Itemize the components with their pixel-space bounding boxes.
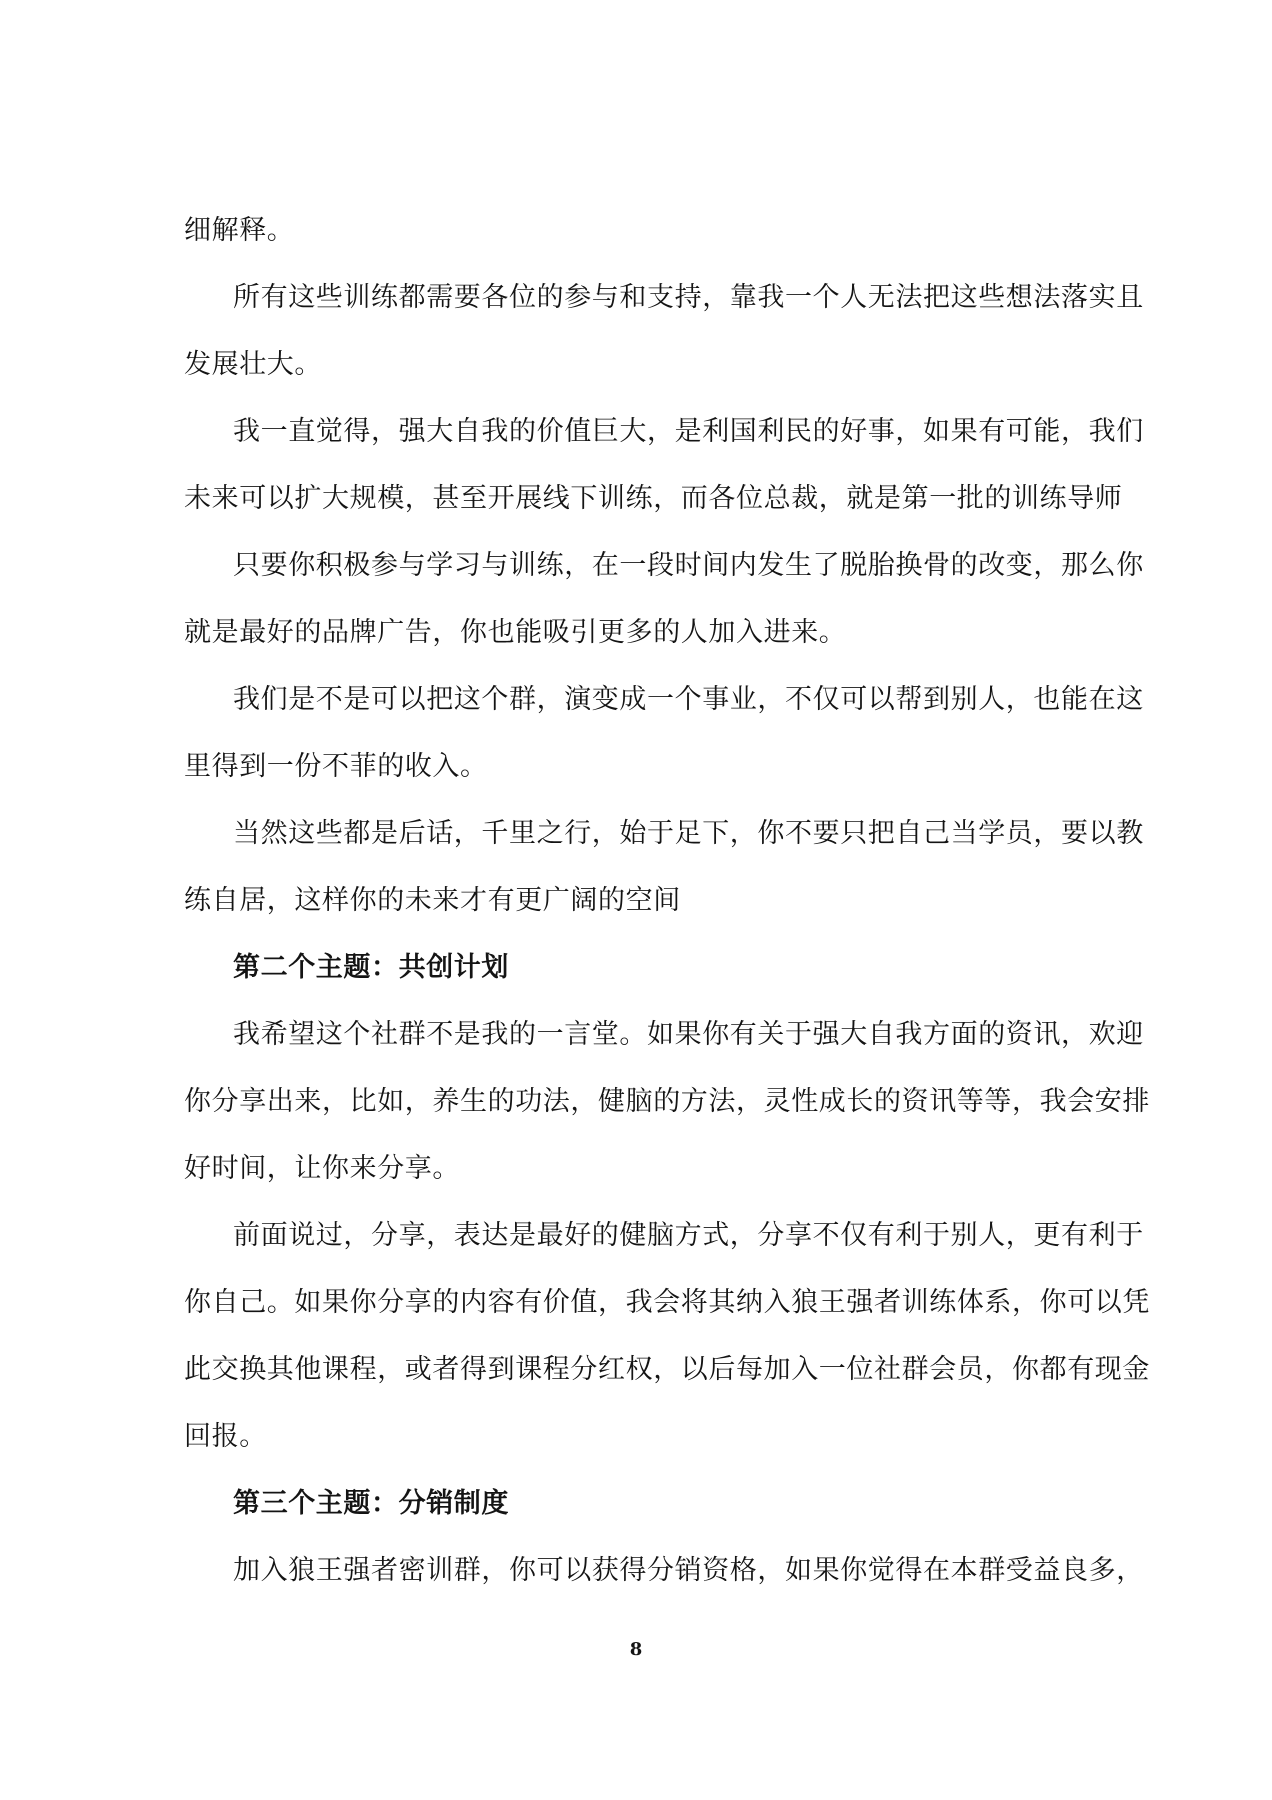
text-line: 我希望这个社群不是我的一言堂。如果你有关于强大自我方面的资讯，欢迎 xyxy=(233,1019,1144,1050)
text-line: 只要你积极参与学习与训练，在一段时间内发生了脱胎换骨的改变，那么你 xyxy=(233,550,1144,581)
page-number: 8 xyxy=(629,1639,643,1660)
text-line: 发展壮大。 xyxy=(184,349,322,380)
text-line: 前面说过，分享，表达是最好的健脑方式，分享不仅有利于别人，更有利于 xyxy=(233,1220,1144,1251)
text-line: 好时间，让你来分享。 xyxy=(184,1153,460,1184)
text-line: 我一直觉得，强大自我的价值巨大，是利国利民的好事，如果有可能，我们 xyxy=(233,416,1144,447)
text-line: 练自居，这样你的未来才有更广阔的空间 xyxy=(184,885,681,916)
text-line: 回报。 xyxy=(184,1421,267,1452)
text-line: 所有这些训练都需要各位的参与和支持，靠我一个人无法把这些想法落实且 xyxy=(233,282,1144,313)
section-heading: 第三个主题：分销制度 xyxy=(233,1488,509,1519)
text-line: 未来可以扩大规模，甚至开展线下训练，而各位总裁，就是第一批的训练导师 xyxy=(184,483,1123,514)
section-heading: 第二个主题：共创计划 xyxy=(233,952,509,983)
text-line: 你自己。如果你分享的内容有价值，我会将其纳入狼王强者训练体系，你可以凭 xyxy=(184,1287,1150,1318)
text-line: 细解释。 xyxy=(184,215,295,246)
text-line: 当然这些都是后话，千里之行，始于足下，你不要只把自己当学员，要以教 xyxy=(233,818,1144,849)
text-line: 就是最好的品牌广告，你也能吸引更多的人加入进来。 xyxy=(184,617,847,648)
text-line: 加入狼王强者密训群，你可以获得分销资格，如果你觉得在本群受益良多， xyxy=(233,1555,1144,1586)
text-line: 此交换其他课程，或者得到课程分红权，以后每加入一位社群会员，你都有现金 xyxy=(184,1354,1150,1385)
text-line: 我们是不是可以把这个群，演变成一个事业，不仅可以帮到别人，也能在这 xyxy=(233,684,1144,715)
text-line: 里得到一份不菲的收入。 xyxy=(184,751,488,782)
text-line: 你分享出来，比如，养生的功法，健脑的方法，灵性成长的资讯等等，我会安排 xyxy=(184,1086,1150,1117)
